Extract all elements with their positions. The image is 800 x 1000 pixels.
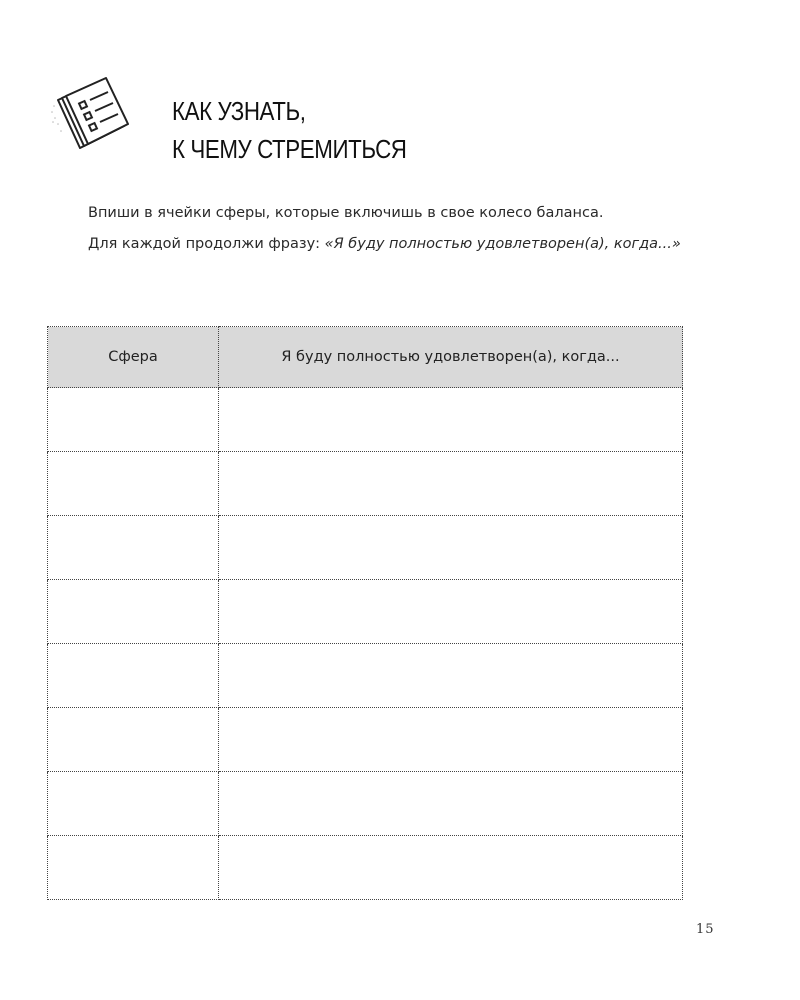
sphere-cell[interactable] (48, 708, 219, 772)
sphere-cell[interactable] (48, 452, 219, 516)
instruction-line-1: Впиши в ячейки сферы, которые включишь в свое колесо баланса. (88, 205, 604, 221)
answer-cell[interactable] (219, 644, 683, 708)
sphere-cell[interactable] (48, 836, 219, 900)
answer-cell[interactable] (219, 516, 683, 580)
sphere-cell[interactable] (48, 388, 219, 452)
header-satisfied-when: Я буду полностью удовлетворен(а), когда... (219, 327, 683, 388)
sphere-cell[interactable] (48, 772, 219, 836)
title-line-1: КАК УЗНАТЬ, (172, 96, 306, 126)
title-line-2: К ЧЕМУ СТРЕМИТЬСЯ (172, 134, 407, 164)
table-row (48, 644, 683, 708)
answer-cell[interactable] (219, 836, 683, 900)
instruction-line-2 (88, 233, 708, 255)
table-row (48, 772, 683, 836)
table-header-row (48, 327, 683, 388)
answer-cell[interactable] (219, 708, 683, 772)
answer-cell[interactable] (219, 580, 683, 644)
table-row (48, 708, 683, 772)
instruction-prefix: Для каждой продолжи фразу: (88, 236, 325, 252)
table-row (48, 516, 683, 580)
table-row (48, 836, 683, 900)
sphere-cell[interactable] (48, 516, 219, 580)
sphere-cell[interactable] (48, 644, 219, 708)
page-title (172, 92, 407, 168)
table-row (48, 388, 683, 452)
answer-cell[interactable] (219, 452, 683, 516)
header-sphere: Сфера (48, 327, 219, 388)
page-number: 15 (696, 922, 715, 937)
table-row (48, 452, 683, 516)
instructions (88, 202, 708, 264)
worksheet-table (47, 326, 683, 900)
table-row (48, 580, 683, 644)
sphere-cell[interactable] (48, 580, 219, 644)
checklist-papers-icon (46, 76, 146, 156)
answer-cell[interactable] (219, 772, 683, 836)
instruction-quote: «Я буду полностью удовлетворен(а), когда...» (324, 236, 681, 252)
answer-cell[interactable] (219, 388, 683, 452)
